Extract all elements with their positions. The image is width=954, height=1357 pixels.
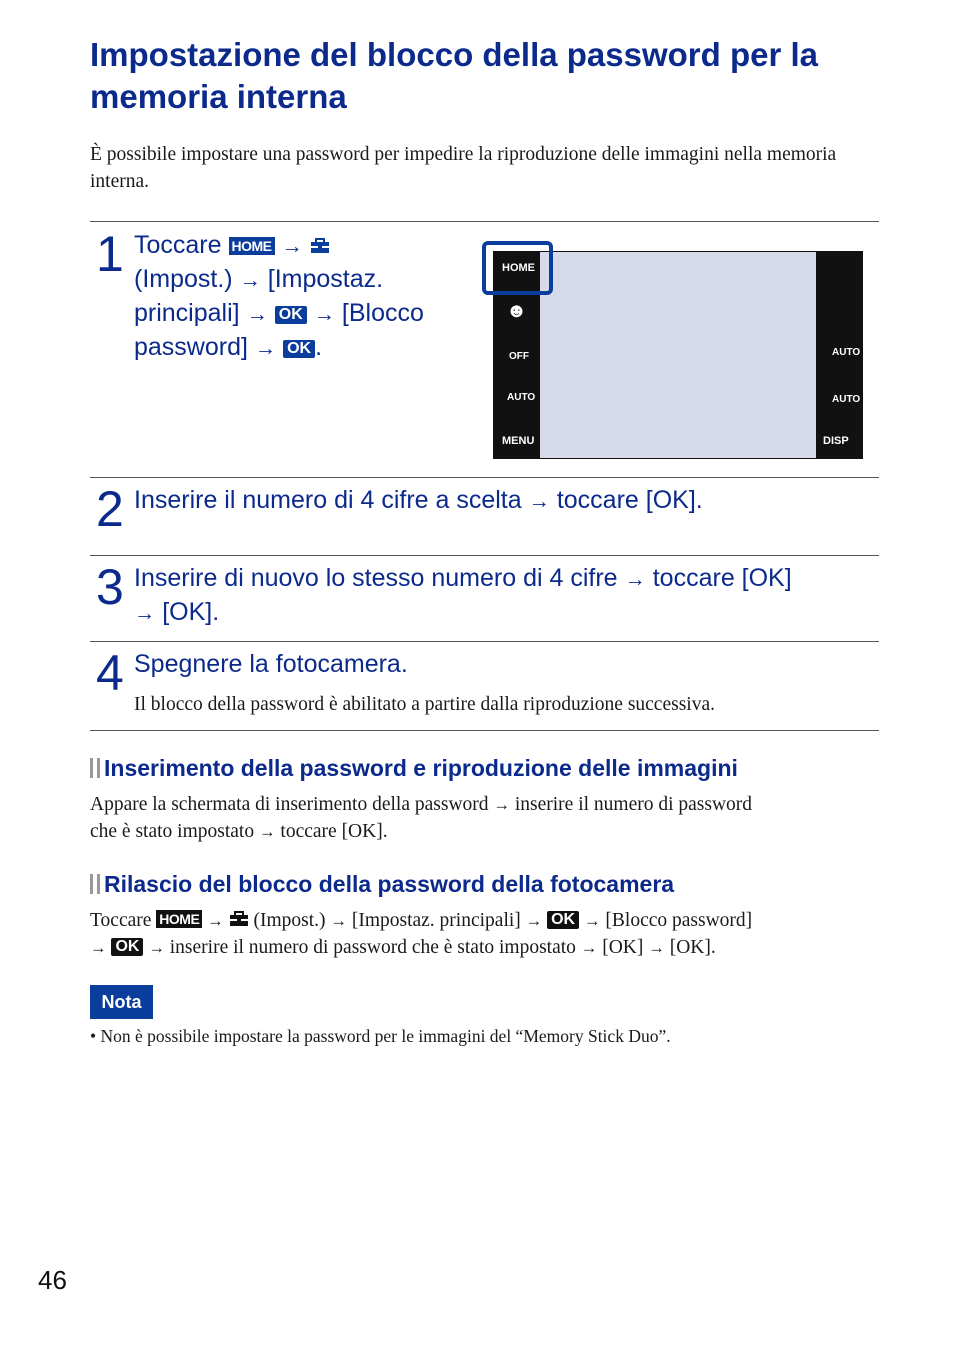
- para-part: [Impostaz. principali]: [351, 910, 521, 931]
- step-1-part: Toccare: [134, 231, 222, 259]
- step-3-number: 3: [96, 559, 124, 615]
- para-part: inserire il numero di password: [514, 794, 753, 815]
- self-timer-icon: OFF: [509, 351, 529, 362]
- arrow-icon: →: [207, 911, 224, 930]
- toolbox-icon: [229, 911, 249, 927]
- step-1-part: .: [315, 333, 323, 361]
- arrow-icon: →: [254, 336, 277, 360]
- step-3-part: toccare [OK]: [652, 564, 792, 592]
- home-icon: HOME: [156, 910, 202, 928]
- step-4-number: 4: [96, 645, 124, 701]
- arrow-icon: →: [90, 938, 107, 957]
- home-icon: HOME: [229, 237, 275, 255]
- divider: [90, 477, 879, 478]
- arrow-icon: →: [624, 567, 646, 591]
- para-part: toccare [OK].: [280, 821, 388, 842]
- ok-icon: OK: [275, 306, 307, 324]
- para-part: Toccare: [90, 910, 152, 931]
- section-heading-text: Rilascio del blocco della password della fotocamera: [104, 871, 675, 897]
- section-heading-text: Inserimento della password e riproduzione delle immagini: [104, 755, 738, 781]
- face-detection-icon: ☻: [506, 300, 528, 322]
- arrow-icon: →: [134, 601, 156, 625]
- para-part: [OK].: [669, 937, 716, 958]
- para-part: [Blocco password]: [605, 910, 753, 931]
- para-part: [OK]: [602, 937, 644, 958]
- nota-bullet: • Non è possibile impostare la password per le immagini del “Memory Stick Duo”.: [90, 1026, 671, 1046]
- arrow-icon: →: [313, 302, 335, 326]
- para-part: (Impost.): [253, 910, 326, 931]
- ok-icon: OK: [111, 938, 143, 956]
- step-1-part: [Impostaz.: [267, 265, 384, 293]
- arrow-icon: →: [246, 302, 268, 326]
- step-2-part: Inserire il numero di 4 cifre a scelta: [134, 486, 522, 514]
- step-3-part: Inserire di nuovo lo stesso numero di 4 cifre: [134, 564, 618, 592]
- arrow-icon: →: [528, 489, 550, 513]
- divider: [90, 730, 879, 731]
- arrow-icon: →: [148, 938, 165, 957]
- step-2-text: [134, 484, 879, 518]
- flash-auto-icon: AUTO: [832, 347, 861, 358]
- arrow-icon: →: [580, 938, 598, 957]
- step-1-number: 1: [96, 226, 124, 282]
- disp-icon: DISP: [823, 435, 849, 447]
- scene-auto-icon: AUTO: [507, 392, 536, 403]
- para-part: che è stato impostato: [90, 821, 255, 842]
- arrow-icon: →: [239, 268, 261, 292]
- section-marker-icon: [90, 874, 100, 894]
- nota-label: Nota: [90, 985, 153, 1019]
- divider: [90, 221, 879, 222]
- step-2-number: 2: [96, 481, 124, 537]
- divider: [90, 555, 879, 556]
- step-1-part: [Blocco: [341, 299, 424, 327]
- arrow-icon: →: [258, 822, 276, 841]
- step-1-part: password]: [134, 333, 248, 361]
- divider: [90, 641, 879, 642]
- arrow-icon: →: [330, 911, 347, 930]
- page-number: 46: [38, 1265, 67, 1295]
- arrow-icon: →: [525, 911, 543, 930]
- step-1-part: principali]: [134, 299, 240, 327]
- arrow-icon: →: [493, 795, 510, 814]
- step-1-text: [134, 229, 479, 365]
- arrow-icon: →: [281, 234, 303, 258]
- para-part: Appare la schermata di inserimento della password: [90, 794, 489, 815]
- section-marker-icon: [90, 758, 100, 778]
- section-2-paragraph: [90, 907, 880, 961]
- intro-text: È possibile impostare una password per impedire la riproduzione delle immagini nella memoria interna.: [90, 144, 837, 192]
- menu-icon: MENU: [502, 435, 535, 447]
- section-heading-enter-password: [90, 754, 738, 782]
- ok-icon: OK: [547, 911, 579, 929]
- step-4-note: Il blocco della password è abilitato a partire dalla riproduzione successiva.: [134, 694, 715, 715]
- home-icon: HOME: [502, 262, 535, 274]
- page-title: Impostazione del blocco della password per la memoria interna: [90, 36, 819, 115]
- ok-icon: OK: [283, 340, 315, 358]
- para-part: inserire il numero di password che è stato impostato: [169, 937, 576, 958]
- camera-lcd: [540, 252, 816, 458]
- section-1-paragraph: [90, 791, 880, 845]
- home-highlight: [482, 241, 553, 295]
- arrow-icon: →: [648, 938, 665, 957]
- toolbox-icon: [310, 238, 330, 254]
- section-heading-release-lock: [90, 870, 674, 898]
- arrow-icon: →: [583, 911, 601, 930]
- step-3-text: [134, 562, 879, 630]
- macro-auto-icon: AUTO: [832, 394, 861, 405]
- step-2-part: toccare [OK].: [556, 486, 703, 514]
- step-4-text: Spegnere la fotocamera.: [134, 650, 408, 678]
- step-1-part: (Impost.): [134, 265, 233, 293]
- step-3-part: [OK].: [162, 598, 220, 626]
